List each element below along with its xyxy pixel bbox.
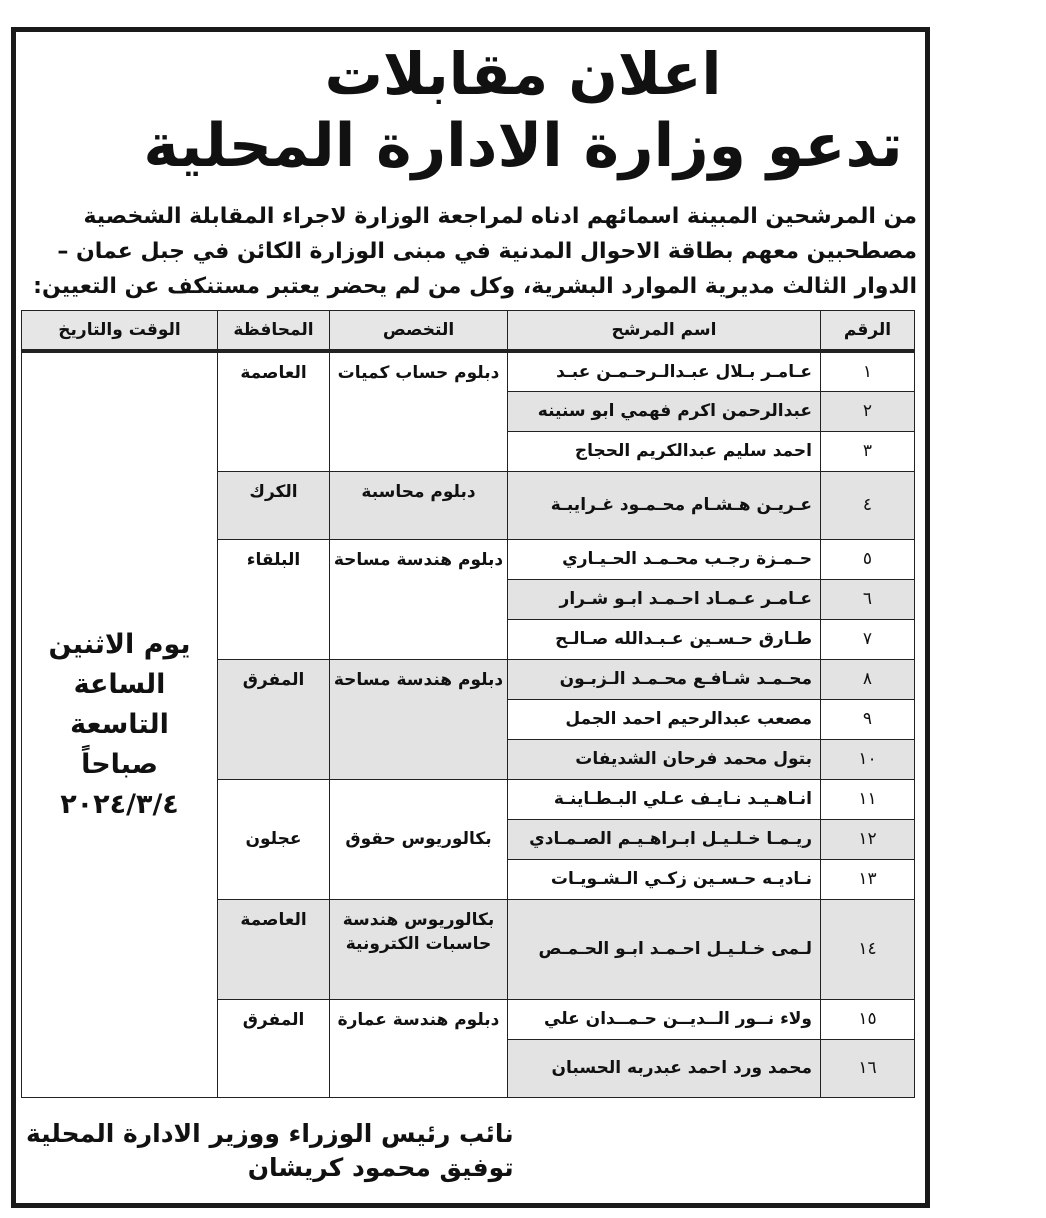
row-number: ١٦ xyxy=(821,1039,915,1097)
header-candidate: اسم المرشح xyxy=(508,311,821,352)
specialty-cell: دبلوم هندسة مساحة xyxy=(330,539,508,659)
candidate-name: احمد سليم عبدالكريم الحجاج xyxy=(508,431,821,471)
candidate-name: انـاهـيـد نـايـف عـلي البـطـاينـة xyxy=(508,779,821,819)
signatory-position: نائب رئيس الوزراء ووزير الادارة المحلية xyxy=(26,1119,514,1148)
time-date-cell xyxy=(22,351,218,1097)
candidate-name: عبدالرحمن اكرم فهمي ابو سنينه xyxy=(508,391,821,431)
governorate-cell: عجلون xyxy=(218,779,330,899)
row-number: ١١ xyxy=(821,779,915,819)
governorate-cell: البلقاء xyxy=(218,539,330,659)
row-number: ١ xyxy=(821,351,915,391)
row-number: ٤ xyxy=(821,471,915,539)
governorate-cell: الكرك xyxy=(218,471,330,539)
header-specialty: التخصص xyxy=(330,311,508,352)
candidate-name: لـمى خـلـيـل احـمـد ابـو الحـمـص xyxy=(508,899,821,999)
signature-block xyxy=(26,1117,514,1185)
candidate-name: طـارق حـسـين عـبـدالله صـالـح xyxy=(508,619,821,659)
specialty-cell: دبلوم محاسبة xyxy=(330,471,508,539)
interview-day: يوم الاثنين xyxy=(48,628,191,660)
row-number: ٦ xyxy=(821,579,915,619)
specialty-cell: بكالوريوس حقوق xyxy=(330,779,508,899)
specialty-cell: دبلوم هندسة عمارة xyxy=(330,999,508,1097)
intro-line: الدوار الثالث مديرية الموارد البشرية، وكل من لم يحضر يعتبر مستنكف عن التعيين: xyxy=(33,274,917,299)
interview-hour: التاسعة xyxy=(70,708,169,740)
candidate-name: نـاديـه حـسـين زكـي الـشـويـات xyxy=(508,859,821,899)
row-number: ١٥ xyxy=(821,999,915,1039)
candidate-name: عـريـن هـشـام محـمـود غـرايبـة xyxy=(508,471,821,539)
intro-line: مصطحبين معهم بطاقة الاحوال المدنية في مبنى الوزارة الكائن في جبل عمان – xyxy=(57,239,917,264)
row-number: ٧ xyxy=(821,619,915,659)
interview-date: ٢٠٢٤/٣/٤ xyxy=(60,788,179,820)
interview-hour-label: الساعة xyxy=(73,668,166,700)
header-governorate: المحافظة xyxy=(218,311,330,352)
candidate-name: ولاء نــور الــديــن حـمــدان علي xyxy=(508,999,821,1039)
intro-line: من المرشحين المبينة اسمائهم ادناه لمراجعة الوزارة لاجراء المقابلة الشخصية xyxy=(83,204,917,229)
row-number: ١٣ xyxy=(821,859,915,899)
governorate-cell: المفرق xyxy=(218,999,330,1097)
row-number: ٥ xyxy=(821,539,915,579)
row-number: ٨ xyxy=(821,659,915,699)
interview-period: صباحاً xyxy=(81,748,158,780)
announcement-title: اعلان مقابلات xyxy=(324,40,722,108)
header-time-date: الوقت والتاريخ xyxy=(22,311,218,352)
row-number: ١٠ xyxy=(821,739,915,779)
governorate-cell: العاصمة xyxy=(218,899,330,999)
candidate-name: عـامـر عـمـاد احـمـد ابـو شـرار xyxy=(508,579,821,619)
candidate-name: مصعب عبدالرحيم احمد الجمل xyxy=(508,699,821,739)
row-number: ٣ xyxy=(821,431,915,471)
candidate-name: عـامـر بـلال عبـدالـرحـمـن عبـد xyxy=(508,351,821,391)
governorate-cell: المفرق xyxy=(218,659,330,779)
candidate-name: بتول محمد فرحان الشديفات xyxy=(508,739,821,779)
candidates-table xyxy=(21,310,915,1098)
specialty-cell: بكالوريوس هندسة حاسبات الكترونية xyxy=(330,899,508,999)
candidate-name: محـمـد شـافـع محـمـد الـزبـون xyxy=(508,659,821,699)
header-number: الرقم xyxy=(821,311,915,352)
intro-paragraph xyxy=(22,199,917,304)
candidate-name: محمد ورد احمد عبدربه الحسبان xyxy=(508,1039,821,1097)
table-row xyxy=(22,351,915,391)
announcement-subtitle: تدعو وزارة الادارة المحلية xyxy=(143,111,903,181)
candidate-name: ريـمـا خـلـيـل ابـراهـيـم الصـمـادي xyxy=(508,819,821,859)
specialty-cell: دبلوم حساب كميات xyxy=(330,351,508,471)
candidate-name: حـمـزة رجـب محـمـد الحـيـاري xyxy=(508,539,821,579)
row-number: ١٢ xyxy=(821,819,915,859)
row-number: ٢ xyxy=(821,391,915,431)
signatory-name: توفيق محمود كريشان xyxy=(247,1153,514,1182)
row-number: ١٤ xyxy=(821,899,915,999)
governorate-cell: العاصمة xyxy=(218,351,330,471)
specialty-cell: دبلوم هندسة مساحة xyxy=(330,659,508,779)
table-header-row xyxy=(22,311,915,352)
row-number: ٩ xyxy=(821,699,915,739)
